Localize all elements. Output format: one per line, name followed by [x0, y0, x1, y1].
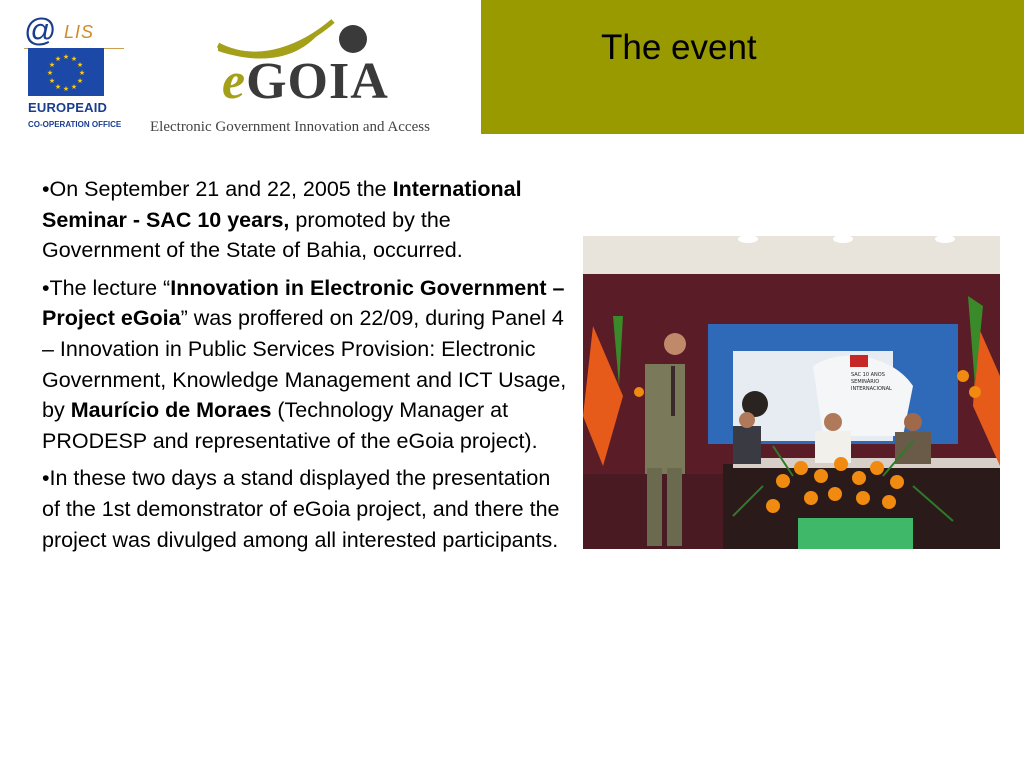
banner-line-3: INTERNACIONAL — [851, 386, 892, 392]
alis-lis-text: LIS — [64, 22, 95, 42]
eu-stars-icon — [28, 48, 104, 96]
egoia-goia: GOIA — [246, 53, 389, 110]
p3-text-1: In these two days a stand displayed the presentation of the 1st demonstrator of eGoia project, and there the project was divulged among all interested participants. — [42, 466, 560, 552]
europeaid-label: EUROPEAID — [28, 100, 108, 115]
banner-line-2: SEMINÁRIO — [851, 379, 880, 385]
eu-flag-icon — [28, 48, 104, 96]
cooperation-office-label: CO-OPERATION OFFICE — [28, 120, 122, 129]
alis-logo — [20, 12, 115, 52]
p1-bold-event: International Seminar - SAC 10 years, — [42, 177, 522, 232]
banner-line-1: SAC 10 ANOS — [851, 372, 885, 378]
svg-text:★: ★ — [46, 69, 54, 77]
svg-text:★: ★ — [76, 61, 84, 69]
svg-text:★: ★ — [48, 77, 56, 85]
svg-text:★: ★ — [54, 55, 62, 63]
bullet-paragraph-1 — [42, 174, 567, 266]
egoia-wordmark — [222, 52, 389, 111]
p2-bold-speaker: Maurício de Moraes — [70, 398, 272, 423]
p2-bold-lecture: Innovation in Electronic Government – Project eGoia — [42, 275, 565, 331]
bullet-paragraph-2 — [42, 273, 567, 457]
bullet: • — [42, 275, 50, 300]
p1-text-1: On September 21 and 22, 2005 the — [49, 177, 393, 201]
p2-text-1: The lecture “ — [49, 275, 171, 300]
egoia-e: e — [222, 53, 247, 110]
content-text — [42, 174, 567, 562]
svg-text:★: ★ — [70, 55, 78, 63]
svg-text:★: ★ — [76, 77, 84, 85]
svg-text:★: ★ — [78, 69, 86, 77]
egoia-subtitle: Electronic Government Innovation and Access — [150, 119, 430, 135]
svg-text:★: ★ — [70, 83, 78, 91]
header-logo-area — [0, 0, 480, 135]
bullet-paragraph-3 — [42, 463, 567, 555]
p2-text-2: ” was proffered on 22/09, during Panel 4 – Innovation in Public Services Provision: Electronic Government, Knowledge Management and ICT Usage, by — [42, 306, 567, 423]
title-bar — [481, 0, 1024, 134]
bullet: • — [42, 466, 50, 491]
event-photo — [583, 236, 1000, 549]
bullet: • — [42, 177, 50, 201]
page-title: The event — [601, 28, 757, 67]
alis-at-symbol: @ — [24, 12, 57, 48]
p1-text-2: promoted by the Government of the State of Bahia, occurred. — [42, 207, 463, 263]
seminar-photo-image — [583, 236, 1000, 549]
p2-text-3: (Technology Manager at PRODESP and representative of the eGoia project). — [42, 398, 538, 453]
svg-text:★: ★ — [62, 53, 70, 61]
svg-text:★: ★ — [48, 61, 56, 69]
svg-text:★: ★ — [62, 85, 70, 93]
svg-text:★: ★ — [54, 83, 62, 91]
